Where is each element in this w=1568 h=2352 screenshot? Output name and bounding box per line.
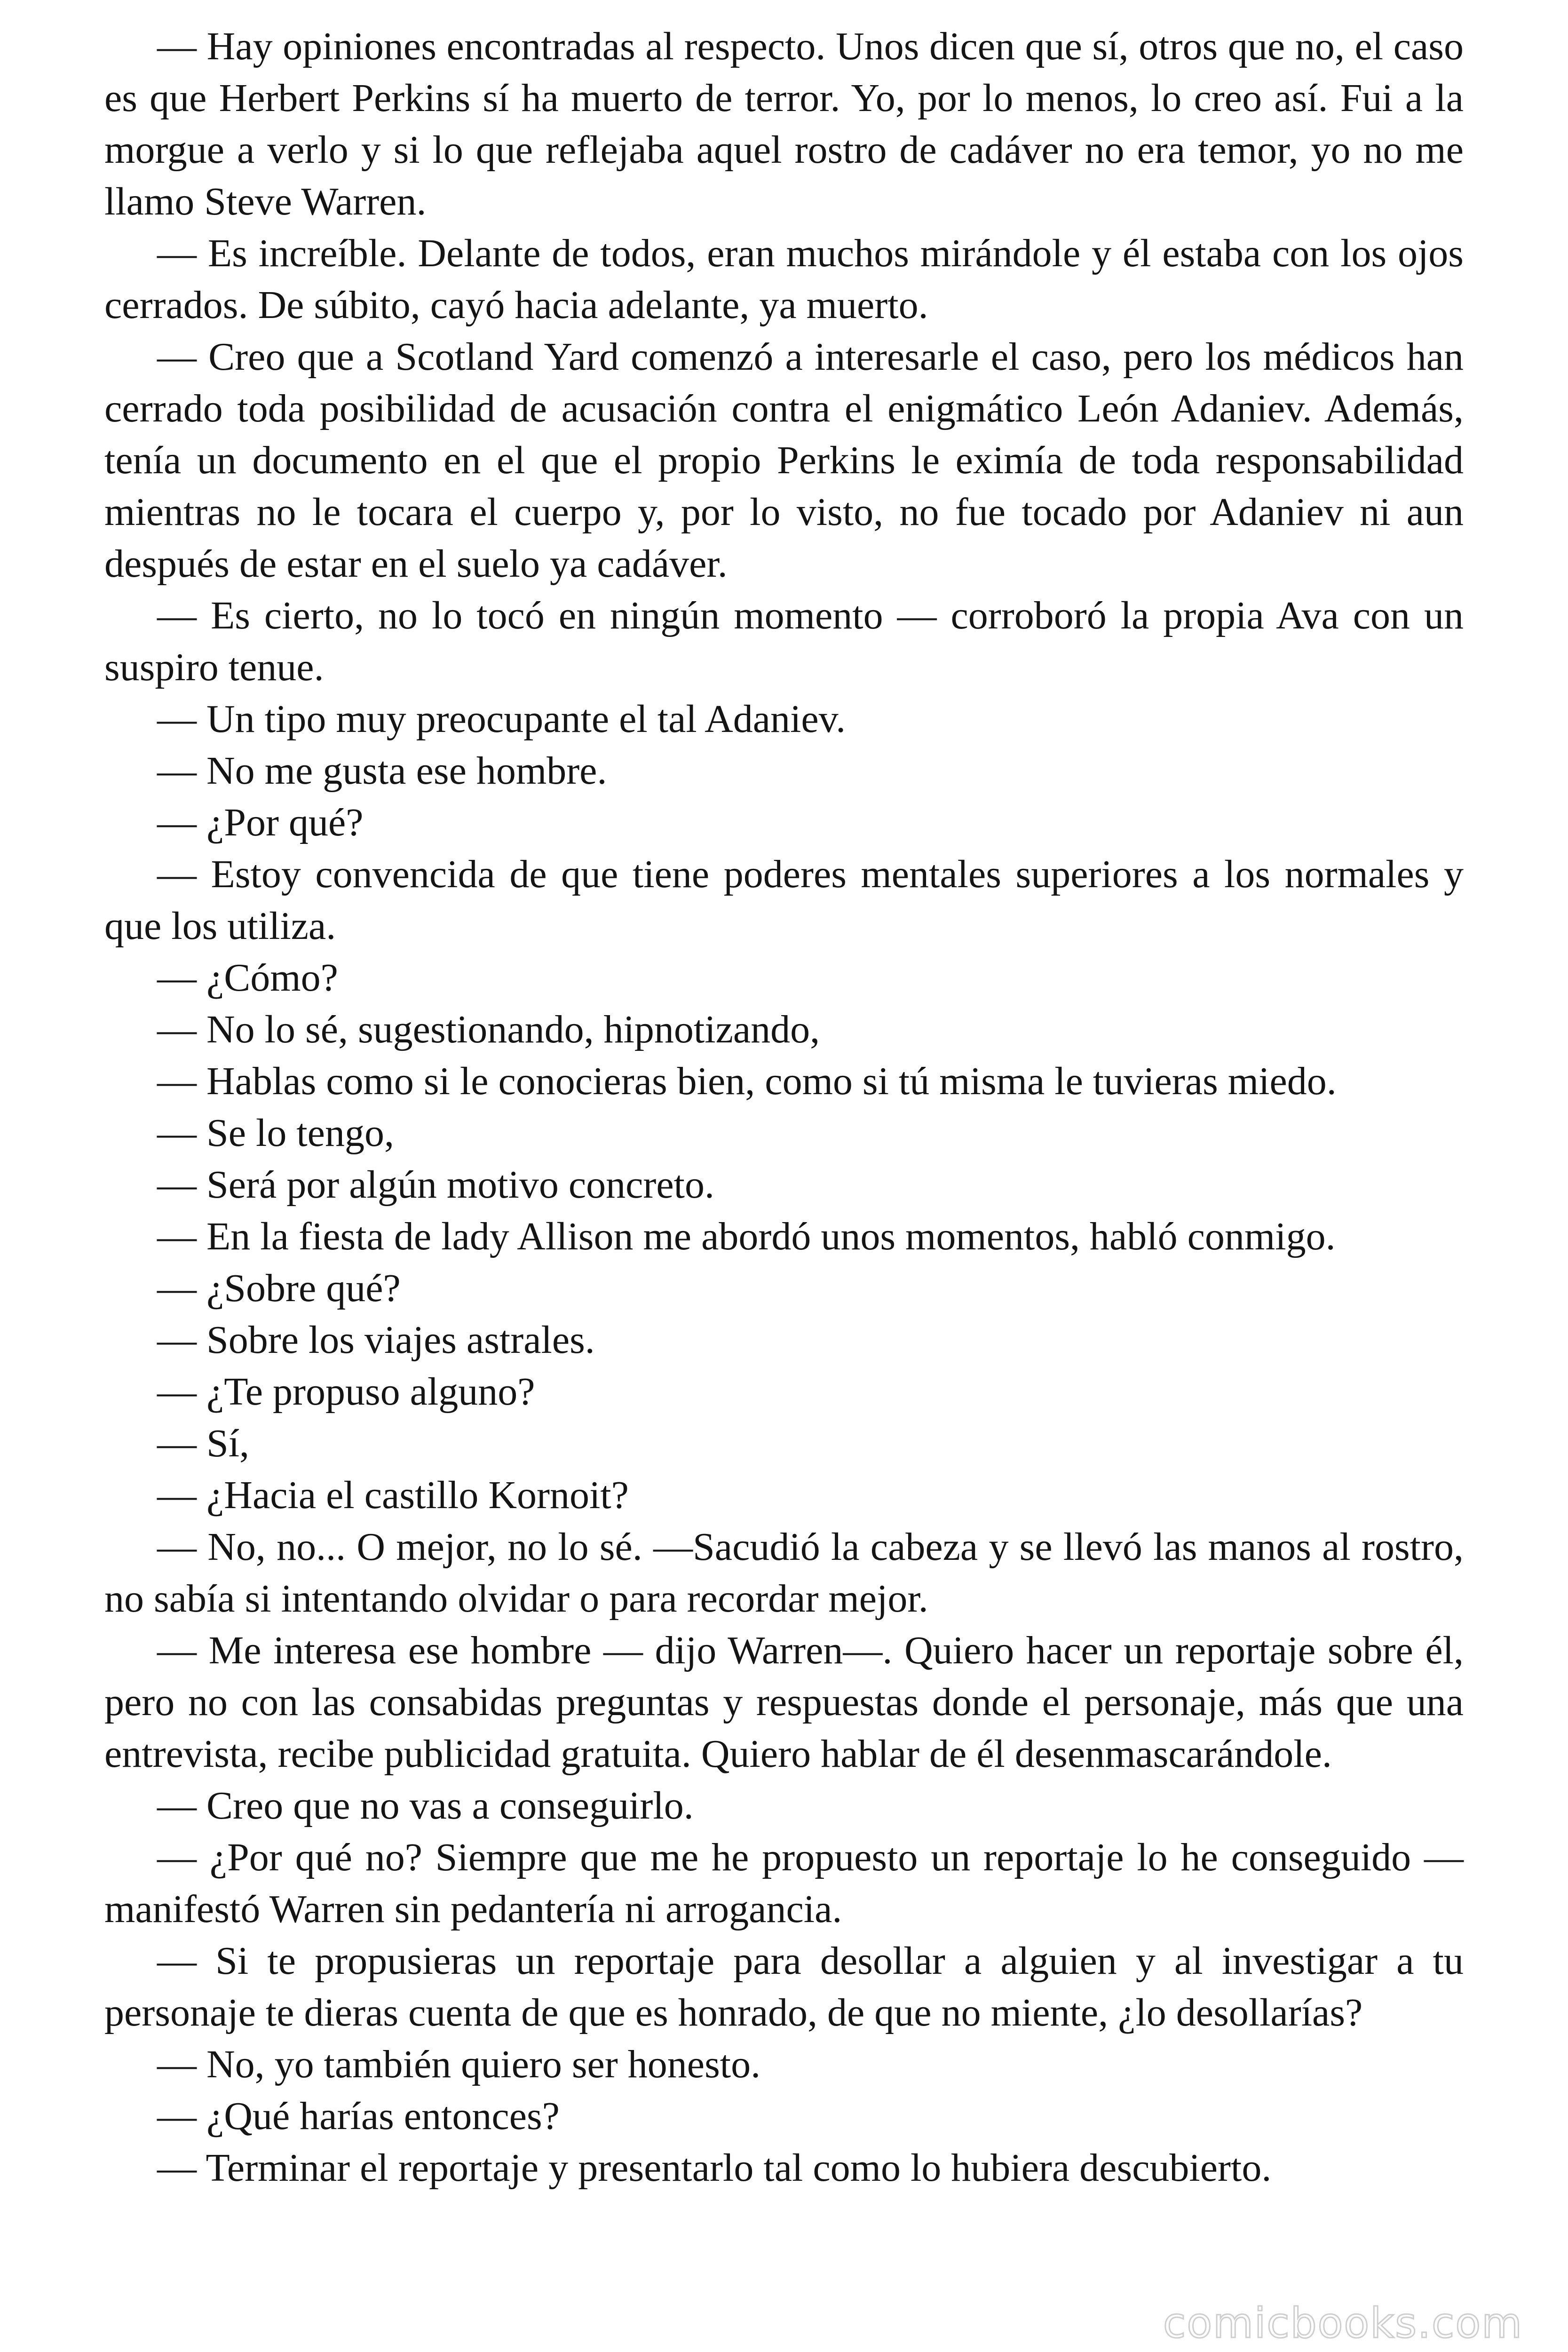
paragraph: — Se lo tengo, [157,1111,394,1155]
paragraph: — Sobre los viajes astrales. [157,1318,595,1362]
paragraph: — Sí, [157,1422,250,1465]
paragraph: — Creo que a Scotland Yard comenzó a interesarle el caso, pero los médicos han cerrado toda posibilidad de acusación contra el enigmático León Adaniev. Además, tenía un documento en el que el propio Perkins le eximía de toda responsabilidad mientras no le tocara el cuerpo y, por lo visto, no fue tocado por Adaniev ni aun después de estar en el suelo ya cadáver. [104,335,1464,586]
paragraph: — Si te propusieras un reportaje para desollar a alguien y al investigar a tu personaje te dieras cuenta de que es honrado, de que no miente, ¿lo desollarías? [104,1939,1464,2034]
paragraph: — Es increíble. Delante de todos, eran muchos mirándole y él estaba con los ojos cerrados. De súbito, cayó hacia adelante, ya muerto. [104,231,1464,327]
paragraph: — Es cierto, no lo tocó en ningún momento — corroboró la propia Ava con un suspiro tenue. [104,594,1464,689]
paragraph: — Hablas como si le conocieras bien, como si tú misma le tuvieras miedo. [157,1059,1337,1103]
paragraph: — ¿Cómo? [157,956,338,1000]
paragraph: — ¿Sobre qué? [157,1266,401,1310]
page-body [104,21,1464,2194]
paragraph: — No me gusta ese hombre. [157,749,607,793]
paragraph: — ¿Hacia el castillo Kornoit? [157,1473,629,1517]
paragraph: — No lo sé, sugestionando, hipnotizando, [157,1008,820,1051]
paragraph: — Será por algún motivo concreto. [157,1163,715,1207]
paragraph: — No, no... O mejor, no lo sé. —Sacudió la cabeza y se llevó las manos al rostro, no sabía si intentando olvidar o para recordar mejor. [104,1525,1464,1621]
paragraph: — Terminar el reportaje y presentarlo tal como lo hubiera descubierto. [157,2146,1272,2190]
watermark-logo: comicbooks.com [1163,2299,1523,2347]
paragraph: — No, yo también quiero ser honesto. [157,2042,761,2086]
paragraph: — Estoy convencida de que tiene poderes mentales superiores a los normales y que los utiliza. [104,852,1464,948]
paragraph: — ¿Te propuso alguno? [157,1370,535,1414]
paragraph: — Un tipo muy preocupante el tal Adaniev. [157,697,846,741]
paragraph: — Me interesa ese hombre — dijo Warren—. Quiero hacer un reportaje sobre él, pero no con las consabidas preguntas y respuestas donde el personaje, más que una entrevista, recibe publicidad gratuita. Quiero hablar de él desenmascarándole. [104,1629,1464,1776]
paragraph: — Creo que no vas a conseguirlo. [157,1784,694,1828]
paragraph: — ¿Por qué? [157,801,364,844]
paragraph: — Hay opiniones encontradas al respecto. Unos dicen que sí, otros que no, el caso es que Herbert Perkins sí ha muerto de terror. Yo, por lo menos, lo creo así. Fui a la morgue a verlo y si lo que reflejaba aquel rostro de cadáver no era temor, yo no me llamo Steve Warren. [104,24,1464,223]
paragraph: — ¿Por qué no? Siempre que me he propuesto un reportaje lo he conseguido — manifestó Warren sin pedantería ni arrogancia. [104,1836,1464,1931]
paragraph: — ¿Qué harías entonces? [157,2094,560,2138]
paragraph: — En la fiesta de lady Allison me abordó unos momentos, habló conmigo. [157,1215,1336,1258]
